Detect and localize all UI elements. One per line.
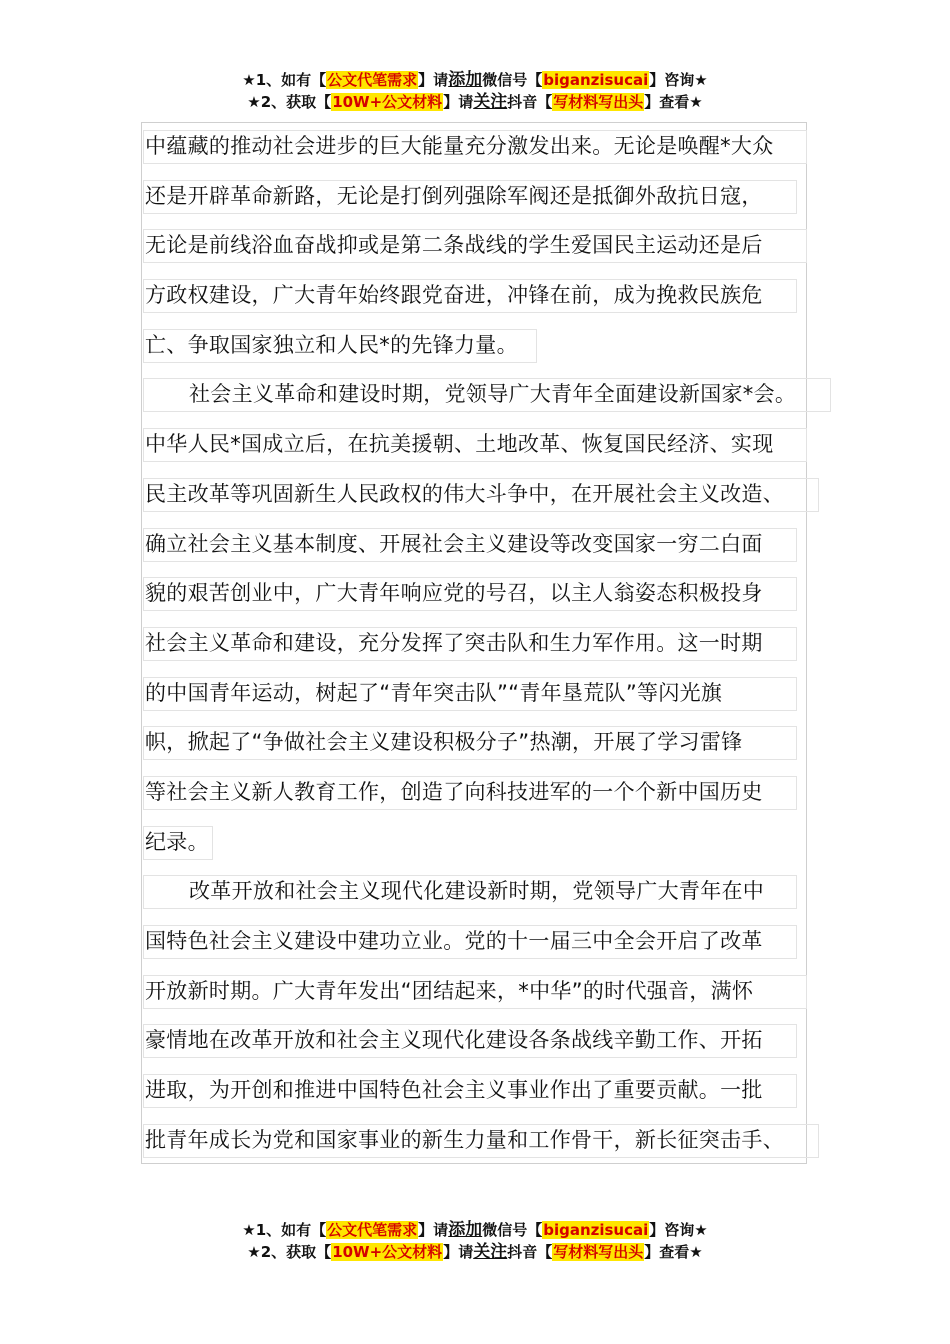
text-line (145, 619, 825, 669)
text-line-content: 亡、争取国家独立和人民*的先锋力量。 (145, 332, 518, 357)
text-line-content: 无论是前线浴血奋战抑或是第二条战线的学生爱国民主运动还是后 (145, 233, 763, 258)
text-line (145, 271, 825, 321)
text-line (145, 818, 825, 868)
text-line-content: 帜，掀起了“争做社会主义建设积极分子”热潮，开展了学习雷锋 (145, 730, 743, 755)
banner-highlight: 写材料写出头 (553, 1243, 644, 1261)
text-line (145, 718, 825, 768)
body-text (145, 122, 825, 1165)
text-line (145, 420, 825, 470)
text-line (145, 1116, 825, 1166)
banner-text: 微信号【 (482, 71, 543, 89)
banner-emphasis: 添加 (448, 70, 483, 90)
banner-text: ★1、如有【 (242, 71, 327, 89)
banner-text: 】请 (443, 93, 474, 111)
text-line (145, 470, 825, 520)
text-line (145, 569, 825, 619)
banner-highlight: 写材料写出头 (553, 93, 644, 111)
banner-highlight: biganzisucai (543, 1221, 649, 1239)
banner-highlight: 10W+公文材料 (332, 93, 443, 111)
banner-text: 】咨询★ (649, 71, 708, 89)
text-line-content: 改革开放和社会主义现代化建设新时期，党领导广大青年在中 (189, 879, 765, 904)
banner-highlight: 公文代笔需求 (327, 71, 418, 89)
banner-text: 抖音【 (507, 93, 553, 111)
text-line-content: 开放新时期。广大青年发出“团结起来，*中华”的时代强音，满怀 (145, 978, 754, 1003)
banner-text: 微信号【 (482, 1221, 543, 1239)
text-line-content: 社会主义革命和建设，充分发挥了突击队和生力军作用。这一时期 (145, 630, 763, 655)
header-banner (0, 69, 950, 113)
text-line-content: 批青年成长为党和国家事业的新生力量和工作骨干，新长征突击手、 (145, 1127, 784, 1152)
text-line (145, 867, 825, 917)
text-line (145, 1066, 825, 1116)
banner-text: 抖音【 (507, 1243, 553, 1261)
text-line-content: 还是开辟革命新路，无论是打倒列强除军阀还是抵御外敌抗日寇， (145, 183, 763, 208)
text-line-content: 方政权建设，广大青年始终跟党奋进，冲锋在前，成为挽救民族危 (145, 283, 763, 308)
banner-highlight: biganzisucai (543, 71, 649, 89)
text-line-content: 社会主义革命和建设时期，党领导广大青年全面建设新国家*会。 (189, 382, 797, 407)
text-line (145, 1016, 825, 1066)
banner-text: 】咨询★ (649, 1221, 708, 1239)
text-line-content: 貌的艰苦创业中，广大青年响应党的号召，以主人翁姿态积极投身 (145, 581, 763, 606)
banner-text: 】查看★ (644, 1243, 703, 1261)
text-line-content: 进取，为开创和推进中国特色社会主义事业作出了重要贡献。一批 (145, 1078, 763, 1103)
text-line (145, 917, 825, 967)
text-line (145, 122, 825, 172)
text-line-content: 等社会主义新人教育工作，创造了向科技进军的一个个新中国历史 (145, 779, 763, 804)
text-line-content: 中华人民*国成立后，在抗美援朝、土地改革、恢复国民经济、实现 (145, 432, 774, 457)
text-line (145, 221, 825, 271)
text-line-content: 中蕴藏的推动社会进步的巨大能量充分激发出来。无论是唤醒*大众 (145, 134, 774, 158)
text-line (145, 768, 825, 818)
banner-text: ★1、如有【 (242, 1221, 327, 1239)
text-line-content: 纪录。 (145, 829, 209, 854)
banner-text: 】请 (443, 1243, 474, 1261)
text-line-content: 确立社会主义基本制度、开展社会主义建设等改变国家一穷二白面 (145, 531, 763, 556)
text-line-content: 民主改革等巩固新生人民政权的伟大斗争中，在开展社会主义改造、 (145, 481, 784, 506)
banner-text: 】请 (418, 1221, 449, 1239)
banner-highlight: 公文代笔需求 (327, 1221, 418, 1239)
banner-line-1 (0, 69, 950, 91)
text-line-content: 豪情地在改革开放和社会主义现代化建设各条战线辛勤工作、开拓 (145, 1028, 763, 1053)
text-line (145, 967, 825, 1017)
text-line (145, 370, 825, 420)
banner-emphasis: 关注 (473, 1242, 508, 1262)
banner-highlight: 10W+公文材料 (332, 1243, 443, 1261)
text-line-content: 的中国青年运动，树起了“青年突击队”“青年垦荒队”等闪光旗 (145, 680, 723, 705)
banner-line-1 (0, 1219, 950, 1241)
text-line (145, 669, 825, 719)
banner-text: ★2、获取【 (247, 1243, 332, 1261)
banner-emphasis: 添加 (448, 1220, 483, 1240)
banner-line-2 (0, 1241, 950, 1263)
text-line (145, 321, 825, 371)
footer-banner (0, 1219, 950, 1263)
text-line-content: 国特色社会主义建设中建功立业。党的十一届三中全会开启了改革 (145, 929, 763, 953)
banner-text: 】请 (418, 71, 449, 89)
banner-text: 】查看★ (644, 93, 703, 111)
text-line (145, 172, 825, 222)
text-line (145, 520, 825, 570)
banner-line-2 (0, 91, 950, 113)
banner-emphasis: 关注 (473, 92, 508, 112)
banner-text: ★2、获取【 (247, 93, 332, 111)
